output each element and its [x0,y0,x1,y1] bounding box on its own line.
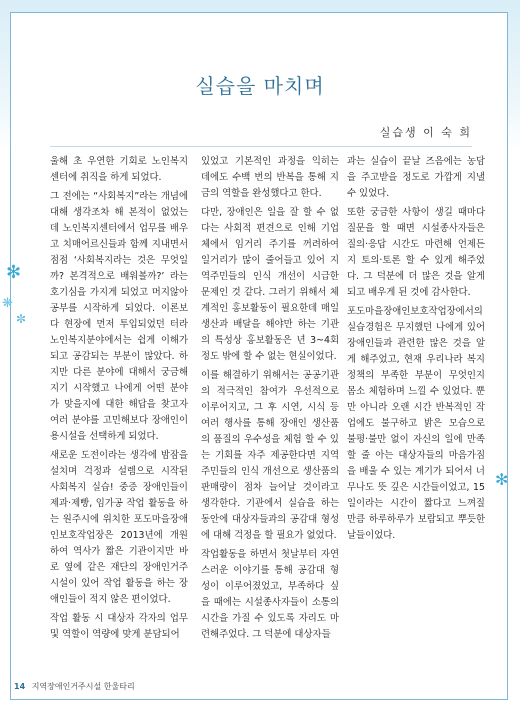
snowflake-icon: ❋ [2,296,13,311]
paragraph: 울해 초 우연한 기회로 노인복지센터에 취직을 하게 되었다. [50,156,188,183]
snowflake-icon: ✻ [495,470,509,489]
text-column-2 [201,154,339,646]
snowflake-icon: ✻ [6,262,22,283]
paragraph: 이를 해결하기 위해서는 공공기관의 적극적인 참여가 우선적으로 이루어지고, 그 후 시연, 시식 등 여러 행사를 통해 장애인 생산품의 품질의 우수성을 체험 할 수 있는 기회를 자주 제공한다면 지역주민들의 인식 개선으로 생산품의 판매량이 점차 늘어날 것이라고 생각한다. 기관에서 실습을 하는 동안에 대상자들과의 공감대 형성에 대해 걱정을 할 필요가 없었다. [201,370,339,541]
publication-name: 지역장애인거주시설 한울타리 [31,682,135,691]
paragraph: 또한 궁금한 사항이 생길 때마다 질문을 할 때면 시설종사자들은 질의·응답 시간도 마련해 언제든지 토의·토론 할 수 있게 해주었다. 그 덕분에 더 많은 것을 알게 되고 배우게 된 것에 감사한다. [347,207,485,298]
paragraph: 작업 활동 시 대상자 각자의 업무 및 역할이 역량에 맞게 분담되어 [50,613,188,640]
page-title: 실습을 마치며 [195,74,325,98]
snowflake-icon: ✼ [16,312,27,326]
text-column-3 [347,154,485,547]
title-divider [50,146,472,147]
paragraph: 과는 실습이 끝날 즈음에는 농담을 주고받을 정도로 가깝게 지낼 수 있었다. [347,156,485,199]
page-number: 14 [14,682,26,691]
author-line: 실습생 이 숙 희 [379,126,472,139]
paragraph: 있었고 기본적인 과정을 익히는 데에도 수백 번의 반복을 통해 지금의 역할을 완성했다고 한다. [201,156,339,199]
page-footer [14,681,135,692]
paragraph: 작업활동을 하면서 첫날부터 자연스러운 이야기를 통해 공감대 형성이 이루어졌었고, 부족하다 싶을 때에는 시설종사자들이 소통의 시간을 가질 수 있도록 자리도 마련해주었다. 그 덕분에 대상자들 [201,549,339,640]
paragraph: 포도마을장애인보호작업장에서의 실습경험은 무지했던 나에게 있어 장애인들과 관련한 많은 것을 알게 해주었고, 현재 우리나라 복지정책의 부족한 부분이 무엇인지 몸소 체험하며 느낄 수 있었다. 뿐만 아니라 오랜 시간 반복적인 작업에도 불구하고 밝은 모습으로 불평·불만 없이 자신의 일에 만족할 줄 아는 대상자들의 마음가짐을 배울 수 있는 계기가 되어서 너무나도 뜻 깊은 시간들이었고, 15일이라는 시간이 짧다고 느껴질 만큼 하루하루가 보람되고 뿌듯한 날들이었다. [347,306,485,541]
text-column-1 [50,154,188,646]
paragraph: 다만, 장애인은 일을 잘 할 수 없다는 사회적 편견으로 인해 기업체에서 임거리 주기를 꺼려하여 일거리가 많이 줄어들고 있어 지역주민들의 인식 개선이 시급한 문제인 것 같다. 그러기 위해서 체계적인 홍보활동이 필요한데 매일 생산과 배달을 해야만 하는 기관의 특성상 홍보활동은 년 3~4회 정도 밖에 할 수 없는 현실이었다. [201,207,339,362]
paragraph: 그 전에는 “사회복지”라는 개념에 대해 생각조차 해 본적이 없었는데 노인복지센터에서 업무를 배우고 치매어르신들과 함께 지내면서 점점 ‘사회복지라는 것은 무엇일까? 본격적으로 배워볼까?’ 라는 호기심을 가지게 되었고 머지않아 공부를 시작하게 되었다. 이론보다 현장에 먼저 투입되었던 터라 노인복지분야에서는 쉽게 이해가 되고 공감되는 부분이 많았다. 하지만 다른 분야에 대해서 궁금해지기 시작했고 나에게 어떤 분야가 맞을지에 대한 해답을 찾고자 여러 분야를 고민해보다 장애인이용시설을 선택하게 되었다. [50,191,188,442]
paragraph: 새로운 도전이라는 생각에 밤잠을 설치며 걱정과 설렘으로 시작된 사회복지 실습! 중증 장애인들이 제과·제빵, 임가공 작업 활동을 하는 원주시에 위치한 포도마을장애인보호작업장은 2013년에 개원하여 역사가 짧은 기관이지만 바로 옆에 같은 재단의 장애인거주시설이 있어 작업 활동을 하는 장애인들이 적지 않은 편이었다. [50,450,188,605]
